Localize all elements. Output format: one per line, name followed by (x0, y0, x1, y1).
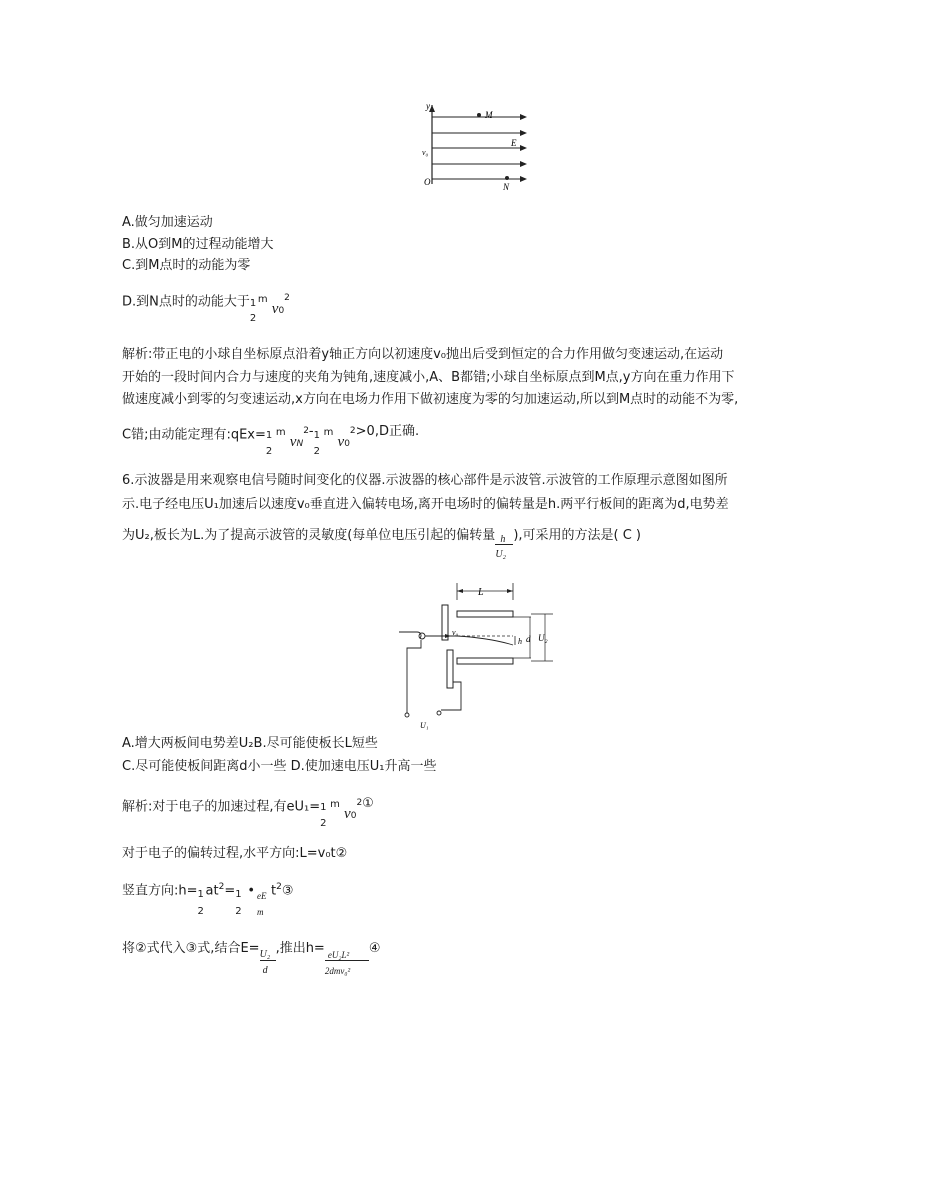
q6-analysis-line-1: 解析:对于电子的加速过程,有eU₁= 1 2 $^m$ $v_0^2①$ (122, 796, 374, 829)
u1-label: U₁ (420, 721, 429, 730)
q6-stem-line-2: 示.电子经电压U₁加速后以速度v₀垂直进入偏转电场,离开电场时的偏转量是h.两平行板间的距离为d,电势差 (122, 497, 729, 512)
point-m-label: M (485, 110, 493, 120)
field-diagram (418, 100, 538, 195)
option-c: C.到M点时的动能为零 (122, 258, 251, 273)
option-d-text: D.到N点时的动能大于 (122, 294, 250, 310)
l-label: L (478, 587, 484, 598)
origin-label: O (424, 177, 431, 187)
option-cd: C.尽可能使板间距离d小一些 D.使加速电压U₁升高一些 (122, 759, 437, 774)
option-a: A.做匀加速运动 (122, 215, 213, 230)
d-label: d (526, 634, 531, 644)
point-n-label: N (503, 182, 510, 192)
q6-analysis-line-2: 对于电子的偏转过程,水平方向:L=v₀t② (122, 846, 348, 861)
v0-label: v₀ (422, 148, 429, 157)
q6-stem-line-1: 6.示波器是用来观察电信号随时间变化的仪器.示波器的核心部件是示波管.示波管的工作原理示意图如图所 (122, 473, 728, 488)
option-b: B.从O到M的过程动能增大 (122, 237, 274, 252)
option-ab: A.增大两板间电势差U₂B.尽可能使板长L短些 (122, 736, 378, 751)
h-label: h (518, 637, 522, 646)
u2-label: U₂ (538, 633, 548, 643)
option-d: D.到N点时的动能大于 1 2 $^m$ $v_0^2$ (122, 293, 290, 324)
q6-analysis-line-4: 将②式代入③式,结合E= $\frac{\text{U₂}}{d}$ ,推出h= $\frac{\text{eU₂L²}}{\text{2dmv₀²}}$ ④ (122, 941, 381, 976)
field-e-label: E (511, 138, 517, 148)
oscilloscope-diagram (395, 578, 565, 730)
q5-analysis-line-4: C错;由动能定理有:qEx= 1 2 $^m$ $v_N^2-$ 1 2 $^m$ $v_0^2>0,D$正确. (122, 424, 420, 457)
q6-analysis-line-3: 竖直方向:h= 1 2 $at^2=$ 1 2 • eE m $t^2③$ (122, 882, 294, 917)
q5-analysis-line-2: 开始的一段时间内合力与速度的夹角为钝角,速度减小,A、B都错;小球自坐标原点到M点,y方向在重力作用下 (122, 370, 735, 385)
q5-analysis-line-3: 做速度减小到零的匀变速运动,x方向在电场力作用下做初速度为零的匀加速运动,所以到M点时的动能不为零, (122, 392, 739, 407)
q6-stem-line-3: 为U₂,板长为L.为了提高示波管的灵敏度(每单位电压引起的偏转量 $\frac{h}{\text{U₂}}$ ),可采用的方法是( C ) (122, 528, 642, 560)
v0-label-fig2: v₀ (452, 628, 459, 637)
q5-analysis-line-1: 解析:带正电的小球自坐标原点沿着y轴正方向以初速度v₀抛出后受到恒定的合力作用做匀变速运动,在运动 (122, 347, 724, 362)
y-axis-label: y (426, 101, 430, 111)
